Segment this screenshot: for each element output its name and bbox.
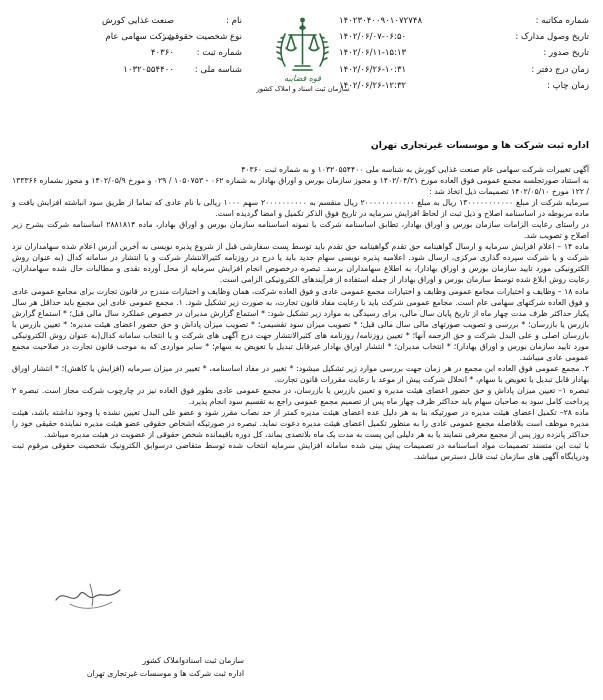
body-paragraph: به استناد صورتجلسه مجمع عمومی فوق العاده مورخ ۱۴۰۲/۰۴/۲۱ و مجوز سازمان بورس و اوراق بهادار به شماره ۰۶۲ - ۱۰۵۰۷۵۳ / ۰۲۹ و مورخ ۱۴۰۲/۰۵/۹ و مجوز بشماره ۱۳۳۳۶۶ / ۱۲۲ مورخ ۱۴۰۲/۰۵/۱۰ تصمیمات ذیل اتخاذ شد : [12,176,589,197]
ref-value: ۱۴۰۲/۰۶/۲۶-۱۲:۳۲ [339,80,407,91]
company-label: شماره ثبت : [196,48,242,59]
body-paragraph: سرمایه شرکت از مبلغ ۱۳۰۰۰۰۰۰۰۰۰۰۰ ریال به مبلغ ۲۰۰۰۰۰۰۰۰۰۰۰۰ ریال منقسم به ۲۰۰۰۰۰۰۰۰۰۰ سهم ۱۰۰۰ ریالی با نام عادی که تماما از طریق سود انباشته افزایش یافت و ماده مربوطه در اساسنامه اصلاح و ذیل ثبت از لحاظ افزایش سرمایه در تاریخ فوق الذکر تکمیل و امضا گردیده است. [12,198,590,219]
company-value: شرکت سهامی عام [105,32,174,43]
footer-line-office: اداره ثبت شرکت ها و موسسات غیرتجاری تهران [86,669,244,678]
company-row-name [12,13,242,29]
body-paragraph: تبصره ۱– تعیین میزان پاداش و حق حضور اعضای هیئت مدیره و تعیین بازرس یا بازرسان، در مجمع عمومی عادی بطور فوق العاده نیز در چارچوب شرکت مجاز است. تبصره ۲ پرداخت کامل سود به صاحبان سهام باید حداکثر ظرف چهار ماه پس از تصمیم مجمع عمومی راجع به تقسیم سود انجام پذیرد. [12,385,589,406]
company-label: نوع شخصیت حقوقی : [162,32,242,43]
issuer-footer [64,654,244,680]
body-paragraph: ۲. مجمع عمومی فوق العاده این مجمع در هر زمان جهت بررسی موارد زیر تشکیل میشود: * تغییر در مفاد اساسنامه، * تغییر در میزان سرمایه (افزایش یا کاهش)؛ * انتشار اوراق بهادار قابل تبدیل یا تعویض با سهام، * انحلال شرکت پیش از موعد با رعایت مقررات قانون تجارت. [12,363,589,384]
ref-label: زمان چاپ : [546,80,589,91]
ref-value: ۱۴۰۲/۰۶/۱۱-۱۵:۱۳ [339,48,407,59]
footer-line-organization: سازمان ثبت اسنادواملاک کشور [142,656,244,665]
company-row-type [12,29,242,45]
ref-value: ۱۴۰۲/۰۶/۲۶-۱۰:۳۱ [339,64,407,75]
notice-body [12,164,589,462]
company-row-reg-number [12,45,242,61]
company-value: ۱۰۳۲۰۵۵۴۴۰۰ [123,64,174,75]
ref-label: زمان درج دفتر : [531,64,589,75]
ref-row-print-time [339,78,589,94]
body-paragraph: ماده ۲۸– تکمیل اعضای هیئت مدیره در صورتیکه بنا به هر دلیل عده اعضای هیئت مدیره کمتر از حد نصاب مقرر شود و عضو علی البدل تعیین نشده یا وجود نداشته باشد، هیئت مدیره موظف است بلافاصله مجمع عمومی عادی را به منظور تکمیل اعضای هیئت مدیره دعوت نماید. تبصره در صورتیکه اشخاص حقوقی عضو هیئت مدیره نماینده حقیقی خود را حداکثر پانزده روز پس از مجمع معرفی ننمایند یا به هر دلیلی این پست به مدت یک ماه بلاتصدی بماند، کل دوره باقیمانده شخص حقوقی از عضویت در هیئت مدیره میباشد. [12,408,589,440]
office-title: اداره ثبت شرکت ها و موسسات غیرتجاری تهران [370,140,589,151]
ref-row-entry-time [339,62,589,78]
ref-label: شماره مکاتبه : [535,16,589,26]
ref-row-issue-date [339,45,589,61]
company-value: صنعت غذایی کورش [101,16,174,26]
organization-name: سازمان ثبت اسناد و املاک کشور [256,85,350,93]
ref-label: تاریخ وصول مدارک : [515,32,589,43]
emblem-script: قوه قضاییه [284,74,321,83]
company-info [12,13,242,78]
body-paragraph: ماده ۱۴ – اعلام افزایش سرمایه و ارسال گواهینامه حق تقدم گواهینامه حق تقدم باید توسط پست سفارشی قبل از شروع پذیره نویسی به آخرین آدرس اعلام شده سهامداران نزد شرکت و یا شرکت سپرده گذاری مرکزی، ارسال شود. اعلامیه پذیره نویسی سهام جدید باید یا درج در روزنامه کثیرالانتشار شرکت و یا انتشار در سامانه کدال (به عنوان روش الکترونیکی مورد تایید سازمان بورس و اوراق بهادار)، به اطلاع سهامداران برسد. تبصره درخصوص انجام افزایش سرمایه از محل آورده نقدی و مطالبات حال شده سهامداران، رعایت روش ابلاغ شده توسط سازمان بورس و اوراق بهادار از جمله استفاده از فرآیندهای الکترونیکی الزامی است. [12,242,589,285]
company-value: ۴۰۳۶۰ [150,48,174,59]
ref-row-receipt-date [339,29,589,45]
signature-icon [50,566,130,618]
ref-value: ۱۴۰۲۳۰۴۰۰۹۰۱۰۷۲۷۴۸ [339,16,423,26]
ref-row-number [339,13,589,29]
company-row-national-id [12,62,242,78]
body-paragraph: در راستای رعایت الزامات سازمان بورس و اوراق بهادار، تطابق اساسنامه شرکت با نمونه اساسنامه سازمان بورس و اوراق بهادار، ماده ۲۸۸۱۸۱۴ اساسنامه شرکت بشرح زیر اصلاح و تصویب شد. [12,220,589,241]
body-paragraph: آگهی تغییرات شرکت سهامی عام صنعت غذایی کورش به شناسه ملی ۱۰۳۲۰۵۵۴۴۰۰ و به شماره ثبت ۴۰۳۶۰ [241,165,589,174]
body-paragraph: با ثبت این متسند تصمیمات مواد اساسنامه در تصمیمات پیش بینی شده سامانه افزایش سرمایه انتخاب شده توسط متقاضی درسوابق الکترونیک شخصیت حقوقی مرقوم ثبت ودرپایگاه آگهی های سازمان ثبت قابل دسترس میباشد. [12,441,589,462]
company-label: نام : [226,16,242,26]
ref-label: تاریخ صدور : [543,48,589,59]
company-label: شناسه ملی : [194,64,242,75]
ref-value: ۱۴۰۲/۰۶/۰۷-۰۶:۵۰ [339,32,407,43]
body-paragraph: ماده ۱۸ – وظایف و اختیارات مجامع عمومی وظایف و اختیارات مجمع عمومی عادی و فوق العاده شرکت، همان وظایف و اختیارات مندرج در قانون تجارت برای مجامع عمومی عادی و فوق العاده شرکتهای سهامی عام است. مجامع عمومی شرکت باید با رعایت مفاد قانون تجارت، به صورت زیر تشکیل شود. ۱. مجمع عمومی عادی این مجمع باید حداقل هر سال یکبار حداکثر ظرف مدت چهار ماه از تاریخ پایان سال مالی، برای رسیدگی به موارد زیر تشکیل شود: * استماع گزارش مدیران در خصوص عملکرد سال مالی قبل؛ * استماع گزارش بازرس یا بازرسان؛ * بررسی و تصویب صورتهای مالی سال مالی قبل؛ * تصویب میزان سود تقسیمی؛ * تصویب میزان پاداش و حق حضور اعضای هیئت مدیره؛ * تعیین بازرس یا بازرسان اصلی و علی البدل شرکت و حق الزحمه آنها؛ * تعیین روزنامه/ روزنامه های کثیرالانتشار جهت درج آگهی های شرکت و یا انتخاب سامانه کدال(به عنوان روش الکترونیکی مورد تایید سازمان بورس و اوراق بهادار)؛ * انتخاب مدیران؛ * انتشار اوراق بهادار غیرقابل تبدیل یا تعویض به سهام؛ * سایر مواردی که به موجب قانون تجارت در صلاحیت مجمع عمومی عادی میباشد. [12,286,590,362]
reference-info [339,13,589,94]
